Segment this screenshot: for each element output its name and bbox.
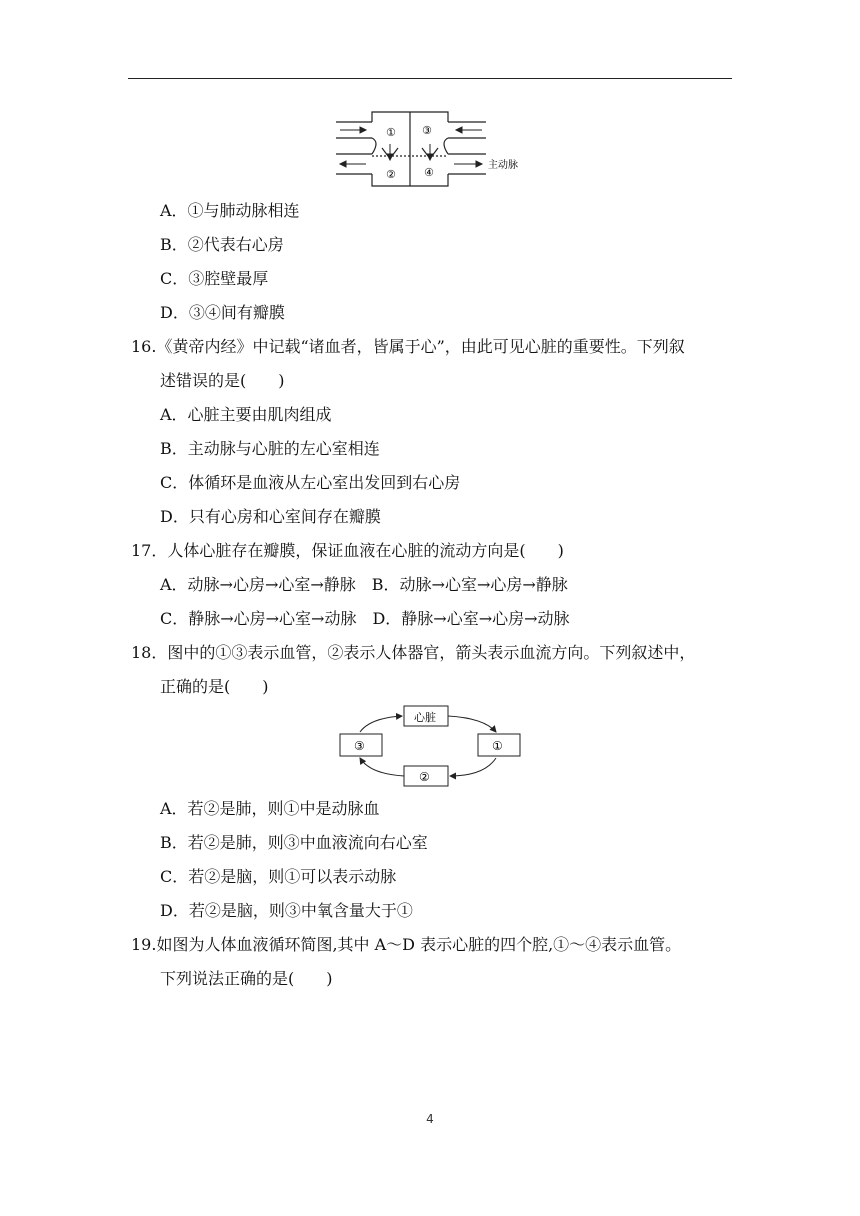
q15-option-d: D．③④间有瓣膜 [160,303,285,322]
q18-stem-line1: 18．图中的①③表示血管，②表示人体器官，箭头表示血流方向。下列叙述中， [131,643,696,662]
q15-option-a: A．①与肺动脉相连 [160,201,300,220]
q18-option-c: C．若②是脑，则①可以表示动脉 [160,867,397,886]
q18-option-b: B．若②是肺，则③中血液流向右心室 [160,833,428,852]
q18-stem-line2: 正确的是( ) [160,677,269,696]
q18-option-d: D．若②是脑，则③中氧含量大于① [160,901,413,920]
q17-options-row2: C．静脉→心房→心室→动脉 D．静脉→心室→心房→动脉 [160,609,570,628]
organ-2-label: ② [419,770,430,784]
heart-label: 心脏 [414,711,436,724]
q19-stem-line1: 19.如图为人体血液循环简图,其中 A～D 表示心脏的四个腔,①～④表示血管。 [131,935,682,954]
q17-options-row1: A．动脉→心房→心室→静脉 B．动脉→心室→心房→静脉 [160,575,568,594]
q16-stem-line2: 述错误的是( ) [160,371,285,390]
q18-option-a: A．若②是肺，则①中是动脉血 [160,799,380,818]
q16-option-a: A．心脏主要由肌肉组成 [160,405,332,424]
vessel-3-label: ③ [354,739,365,753]
q17-stem: 17．人体心脏存在瓣膜，保证血液在心脏的流动方向是( ) [131,541,564,560]
chamber-2-label: ② [386,168,396,181]
chamber-3-label: ③ [422,124,432,137]
q15-option-c: C．③腔壁最厚 [160,269,269,288]
header-rule [128,78,732,79]
page-number: 4 [426,1112,434,1126]
aorta-label: 主动脉 [488,160,518,171]
chamber-1-label: ① [386,126,396,139]
q15-option-b: B．②代表右心房 [160,235,284,254]
q16-option-c: C．体循环是血液从左心室出发回到右心房 [160,473,461,492]
q19-stem-line2: 下列说法正确的是( ) [160,969,333,988]
q16-option-d: D．只有心房和心室间存在瓣膜 [160,507,381,526]
vessel-1-label: ① [492,739,503,753]
chamber-4-label: ④ [424,166,434,179]
heart-chambers-figure [336,110,536,190]
circulation-diagram [334,704,524,790]
q16-stem-line1: 16.《黄帝内经》中记载“诸血者，皆属于心”，由此可见心脏的重要性。下列叙 [131,337,685,356]
q16-option-b: B．主动脉与心脏的左心室相连 [160,439,380,458]
